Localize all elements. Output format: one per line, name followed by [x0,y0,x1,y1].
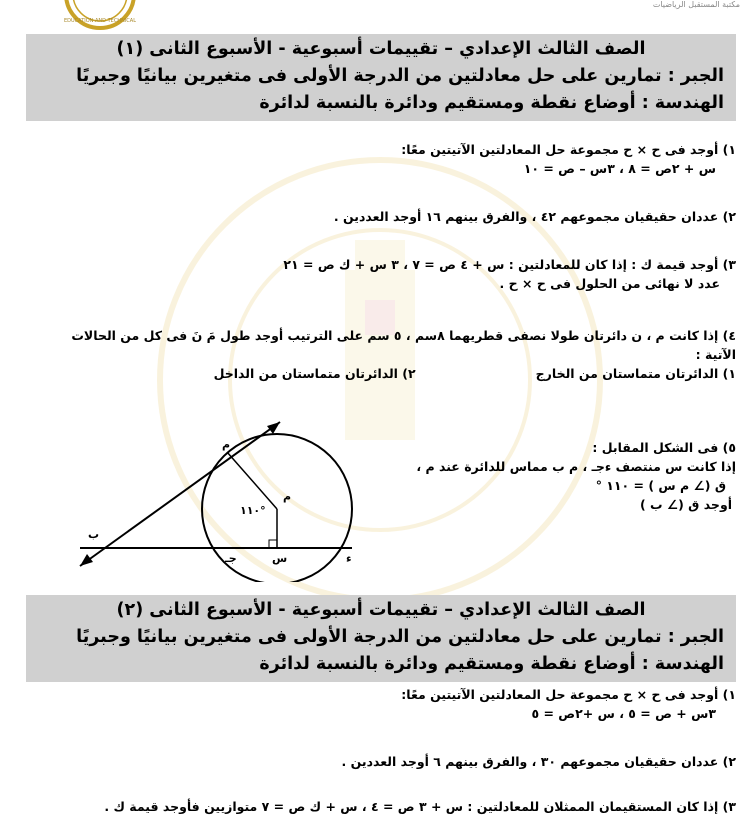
sheet1-header [26,34,736,121]
logo-seal [58,0,142,34]
label-angle: ١١٠° [240,504,266,517]
q4-option-1: ١) الدائرتان متماستان من الخارج [535,366,736,381]
s2-q3-text: ٣) إذا كان المستقيمان الممثلان للمعادلتين : س + ٣ ص = ٤ ، س + ك ص = ٧ متوازيين فأوجد قيمة ك . [104,799,736,814]
sheet1-question-1 [14,140,736,178]
svg-text:EDUCATION AND TECHNICAL: EDUCATION AND TECHNICAL [64,18,136,24]
sheet2-header [26,595,736,682]
arrow-head-bottom [80,554,93,566]
label-j: جـ [225,552,237,565]
q4-text: ٤) إذا كانت م ، ن دائرتان طولا نصفى قطريهما ٨سم ، ٥ سم على الترتيب أوجد طول مَ نَ فى كل من الحالات [71,328,736,343]
sheet2-question-3 [14,797,736,816]
q5-text-3: ق (∠ م س ) = ١١٠ ° [595,478,726,493]
sheet2-geometry-topic: الهندسة : أوضاع نقطة ومستقيم ودائرة بالنسبة لدائرة [259,654,724,674]
sheet1-question-4 [14,326,736,383]
q2-text: ٢) عددان حقيقيان مجموعهم ٤٢ ، والفرق بينهم ١٦ أوجد العددين . [333,209,736,224]
sheet1-algebra-topic: الجبر : تمارين على حل معادلتين من الدرجة الأولى فى متغيرين بيانيًا وجبريًا [76,66,724,86]
sheet1-title: الصف الثالث الإعدادي – تقييمات أسبوعية - الأسبوع الثانى (١) [116,39,646,59]
q1-equations: س + ٢ص = ٨ ، ٣س – ص = ١٠ [523,161,716,176]
sheet1-question-3 [14,255,736,293]
label-d: ء [346,552,352,565]
geometry-figure [70,412,370,582]
s2-q2-text: ٢) عددان حقيقيان مجموعهم ٣٠ ، والفرق بينهم ٦ أوجد العددين . [341,754,736,769]
radius-line [227,452,277,509]
s2-q1-equations: ٣س + ص = ٥ ، س +٢ص = ٥ [531,706,716,721]
q5-text: ٥) فى الشكل المقابل : [592,440,736,455]
q3-text: ٣) أوجد قيمة ك : إذا كان للمعادلتين : س + ٤ ص = ٧ ، ٣ س + ك ص = ٢١ [283,257,736,272]
top-note: مكتبة المستقبل الرياضيات [652,0,740,9]
q5-text-2: إذا كانت س منتصف ءجـ ، م ب مماس للدائرة عند م ، [416,459,736,474]
sheet1-question-5 [380,438,736,514]
sheet1-question-2 [14,207,736,226]
q4-text-2: الآتية : [695,347,736,362]
sheet2-question-2 [14,752,736,771]
q4-option-2: ٢) الدائرتان متماستان من الداخل [213,366,416,381]
label-s: س [272,552,288,565]
q3-text-2: عدد لا نهائى من الحلول فى ح × ح . [499,276,720,291]
q1-text: ١) أوجد فى ح × ح مجموعة حل المعادلتين الآتيتين معًا: [401,142,736,157]
sheet2-algebra-topic: الجبر : تمارين على حل معادلتين من الدرجة الأولى فى متغيرين بيانيًا وجبريًا [76,627,724,647]
right-angle-mark [269,540,277,548]
sheet2-question-1 [14,685,736,723]
sheet2-title: الصف الثالث الإعدادي – تقييمات أسبوعية - الأسبوع الثانى (٢) [116,600,646,620]
s2-q1-text: ١) أوجد فى ح × ح مجموعة حل المعادلتين الآتيتين معًا: [401,687,736,702]
arrow-head-top [267,422,280,434]
sheet1-geometry-topic: الهندسة : أوضاع نقطة ومستقيم ودائرة بالنسبة لدائرة [259,93,724,113]
label-m-top: م [222,438,231,451]
label-m-center: م [283,490,292,503]
label-b: ب [88,528,100,541]
tangent-line [80,422,280,566]
q5-text-4: أوجد ق (∠ ب ) [639,497,732,512]
